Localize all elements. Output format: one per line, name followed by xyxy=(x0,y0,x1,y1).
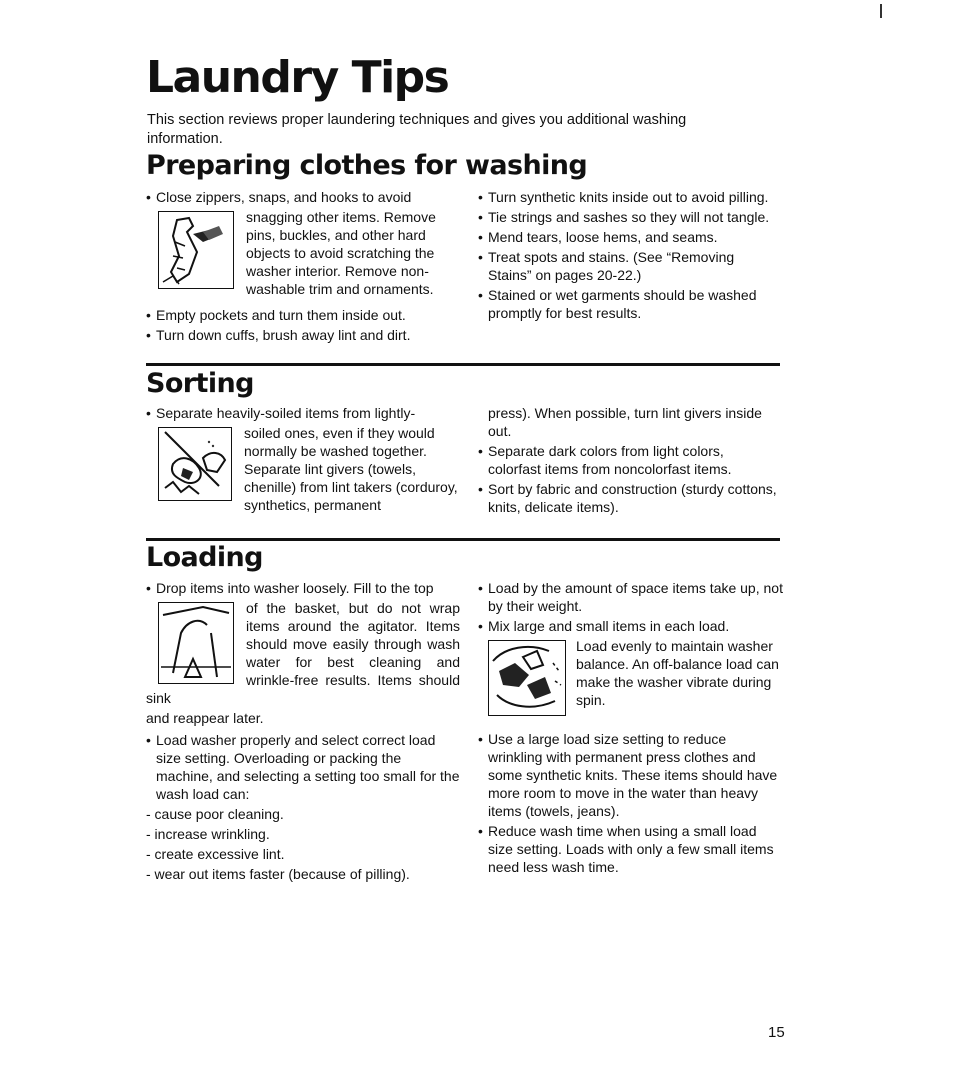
loading-figure-block xyxy=(146,599,460,709)
preparing-item-zippers-lead: • Close zippers, snaps, and hooks to avoid xyxy=(146,188,460,206)
loading-right-column xyxy=(478,579,784,878)
scan-mark xyxy=(880,4,882,18)
page-number: 15 xyxy=(768,1024,785,1041)
preparing-right-item: • Mend tears, loose hems, and seams. xyxy=(478,228,778,246)
heading-loading: Loading xyxy=(146,542,263,573)
sorting-right-item: • Sort by fabric and construction (sturdy cottons, knits, delicate items). xyxy=(478,480,778,516)
loading-right-item: • Reduce wash time when using a small load size setting. Loads with only a few small items need less wash time. xyxy=(478,822,784,876)
loading-right-item: • Use a large load size setting to reduce wrinkling with permanent press clothes and some synthetic knits. These items should have more room to move in the water than heavy items (towels, jeans). xyxy=(478,730,784,820)
loading-item-drop-lead: • Drop items into washer loosely. Fill to the top xyxy=(146,579,460,597)
intro-text: This section reviews proper laundering techniques and gives you additional washing information. xyxy=(147,112,687,147)
preparing-right-item: • Tie strings and sashes so they will not tangle. xyxy=(478,208,778,226)
drum-illustration xyxy=(488,640,566,716)
sorting-continuation: press). When possible, turn lint givers inside out. xyxy=(488,405,762,439)
loading-item-mix-wrap: Load evenly to maintain washer balance. An off-balance load can make the washer vibrate during spin. xyxy=(576,638,779,708)
heading-sorting: Sorting xyxy=(146,368,254,399)
preparing-left-item: • Turn down cuffs, brush away lint and dirt. xyxy=(146,326,460,344)
section-divider xyxy=(146,538,780,541)
loading-item-drop-tail: and reappear later. xyxy=(146,710,264,726)
loading-dash-item: - create excessive lint. xyxy=(146,846,285,862)
basket-illustration xyxy=(158,602,234,684)
sorting-item-separate-lead: • Separate heavily-soiled items from lightly- xyxy=(146,404,460,422)
loading-dash-item: - increase wrinkling. xyxy=(146,826,270,842)
loading-item-by-space: • Load by the amount of space items take up, not by their weight. xyxy=(478,579,784,615)
preparing-right-column xyxy=(478,188,778,324)
loading-item-drop-wrap: of the basket, but do not wrap items around the agitator. Items should move easily through wash water for best cleaning and wrinkle-free results. Items should sink xyxy=(146,600,460,706)
preparing-item-zippers-wrap: snagging other items. Remove pins, buckles, and other hard objects to avoid scratching the washer interior. Remove non-washable trim and ornaments. xyxy=(246,209,436,297)
preparing-right-item: • Turn synthetic knits inside out to avoid pilling. xyxy=(478,188,778,206)
loading-left-column xyxy=(146,579,460,885)
preparing-left-column xyxy=(146,188,460,346)
heading-preparing: Preparing clothes for washing xyxy=(146,150,588,181)
sorting-figure-block xyxy=(146,424,460,516)
preparing-figure-block xyxy=(146,208,460,300)
loading-item-load-properly: • Load washer properly and select correct load size setting. Overloading or packing the machine, and selecting a setting too small for the wash load can: xyxy=(146,731,460,803)
sorting-illustration xyxy=(158,427,232,501)
sorting-right-item: • Separate dark colors from light colors, colorfast items from noncolorfast items. xyxy=(478,442,778,478)
sorting-left-column xyxy=(146,404,460,516)
zipper-illustration xyxy=(158,211,234,289)
loading-right-figure-block xyxy=(478,637,784,718)
page-title: Laundry Tips xyxy=(146,52,449,103)
loading-item-mix-lead: • Mix large and small items in each load. xyxy=(478,617,784,635)
section-divider xyxy=(146,363,780,366)
loading-dash-item: - cause poor cleaning. xyxy=(146,806,284,822)
sorting-item-separate-wrap: soiled ones, even if they would normally be washed together. Separate lint givers (towels, chenille) from lint takers (corduroy, synthetics, permanent xyxy=(244,425,458,513)
preparing-left-item: • Empty pockets and turn them inside out. xyxy=(146,306,460,324)
sorting-right-column xyxy=(478,404,778,518)
preparing-right-item: • Stained or wet garments should be washed promptly for best results. xyxy=(478,286,778,322)
preparing-right-item: • Treat spots and stains. (See “Removing Stains” on pages 20-22.) xyxy=(478,248,778,284)
loading-dash-item: - wear out items faster (because of pilling). xyxy=(146,866,410,882)
